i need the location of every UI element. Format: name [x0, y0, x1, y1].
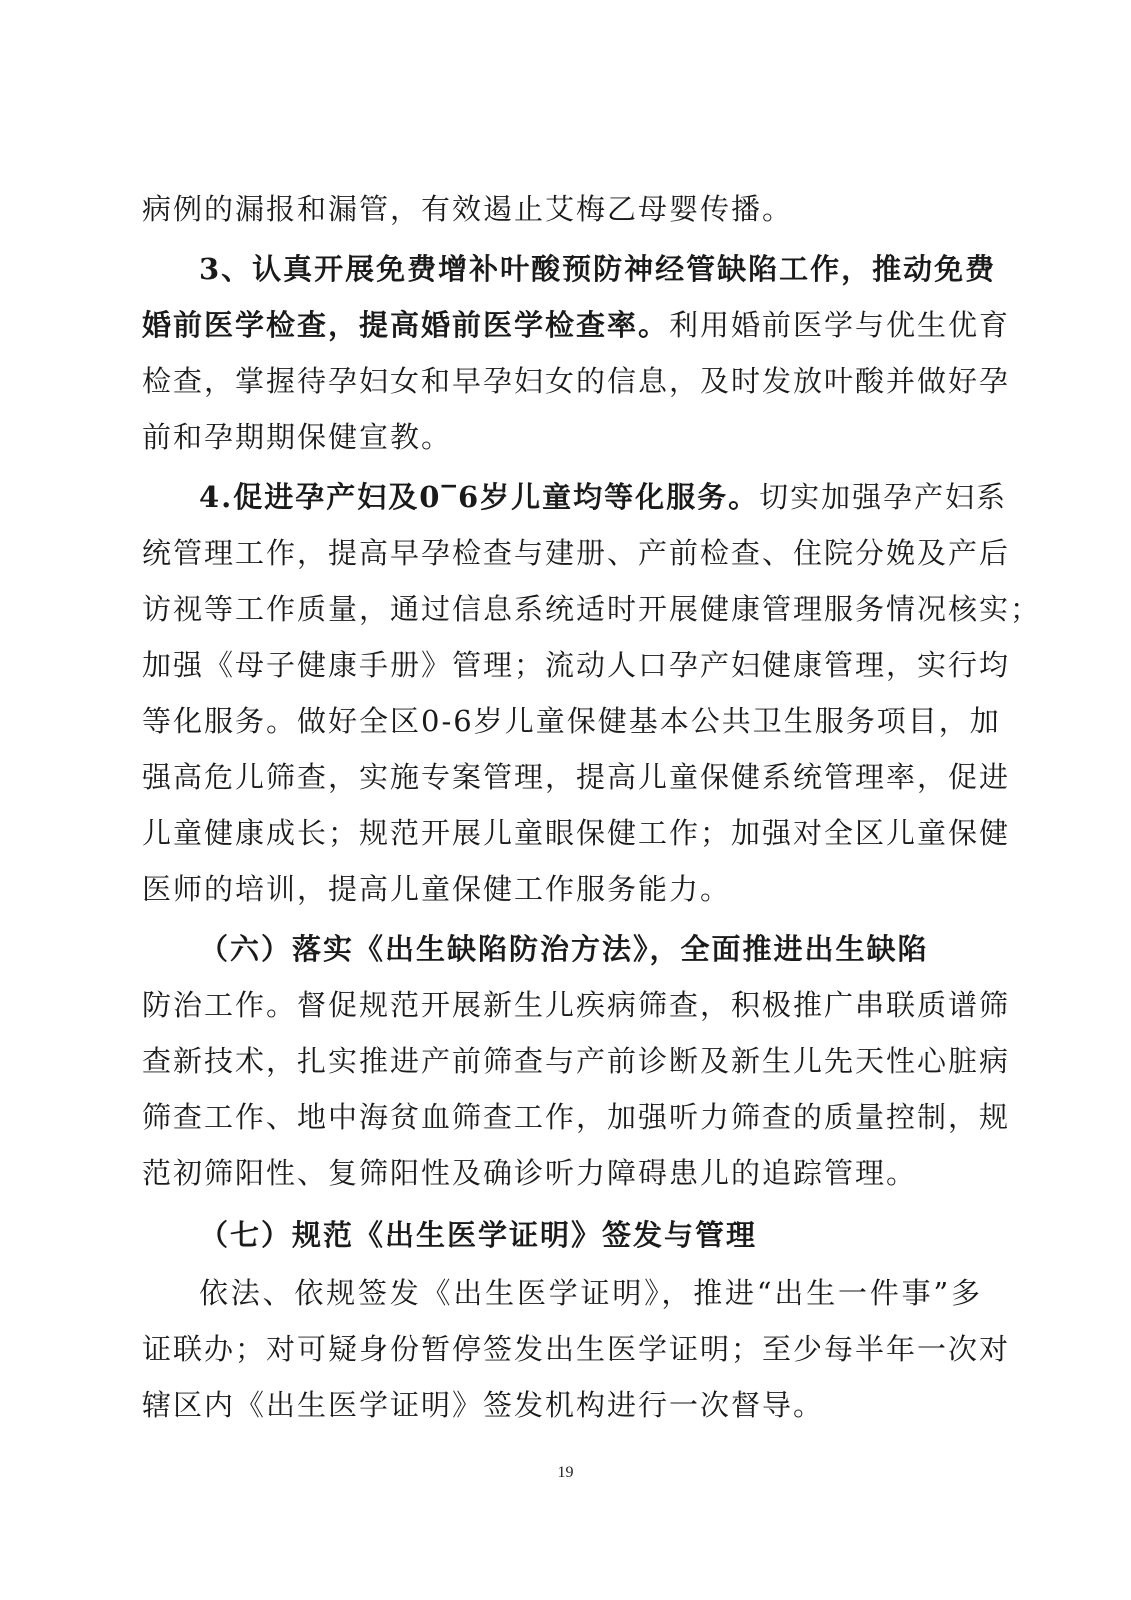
line-text: 前和孕期期保健宣教。 [142, 420, 453, 454]
line-text: 检查，掌握待孕妇女和早孕妇女的信息，及时发放叶酸并做好孕 [142, 364, 1011, 398]
text-line [142, 1321, 1011, 1377]
line-text: 统管理工作，提高早孕检查与建册、产前检查、住院分娩及产后 [142, 536, 1011, 570]
text-line [142, 637, 1011, 693]
heading-item-3 [199, 241, 997, 297]
line-bold: （六）落实《出生缺陷防治方法》，全面推进出生缺陷 [199, 932, 929, 966]
text-line [142, 977, 1011, 1033]
line-text: 证联办；对可疑身份暂停签发出生医学证明；至少每半年一次对 [142, 1332, 1011, 1366]
line-text: 儿童健康成长；规范开展儿童眼保健工作；加强对全区儿童保健 [142, 816, 1011, 850]
line-text: 利用婚前医学与优生优育 [669, 308, 1011, 342]
line-text: 辖区内《出生医学证明》签发机构进行一次督导。 [142, 1388, 825, 1422]
text-line [142, 525, 1011, 581]
section-heading-6 [199, 921, 982, 977]
text-line [142, 353, 1011, 409]
text-line [142, 181, 982, 237]
text-line [142, 1089, 1011, 1145]
text-line [142, 409, 982, 465]
line-text: 医师的培训，提高儿童保健工作服务能力。 [142, 872, 732, 906]
line-text: 查新技术，扎实推进产前筛查与产前诊断及新生儿先天性心脏病 [142, 1044, 1011, 1078]
text-line [142, 861, 982, 917]
text-line [199, 1265, 982, 1321]
line-text: 防治工作。督促规范开展新生儿疾病筛查，积极推广串联质谱筛 [142, 988, 1011, 1022]
line-bold: 4.促进孕产妇及0‾6岁儿童均等化服务。 [199, 480, 760, 514]
text-line [142, 805, 1011, 861]
heading-item-4 [199, 469, 1008, 525]
text-line [142, 693, 1001, 749]
line-text: 强高危儿筛查，实施专案管理，提高儿童保健系统管理率，促进 [142, 760, 1011, 794]
text-line [142, 1033, 1011, 1089]
line-bold: （七）规范《出生医学证明》签发与管理 [199, 1218, 758, 1252]
line-text: 依法、依规签发《出生医学证明》，推进“出生一件事”多 [199, 1276, 982, 1310]
line-text: 病例的漏报和漏管，有效遏止艾梅乙母婴传播。 [142, 192, 794, 226]
line-bold: 婚前医学检查，提高婚前医学检查率。 [142, 308, 670, 342]
line-text: 等化服务。做好全区0-6岁儿童保健基本公共卫生服务项目，加 [142, 704, 1001, 738]
page-number: 19 [557, 1464, 574, 1481]
line-text: 筛查工作、地中海贫血筛查工作，加强听力筛查的质量控制，规 [142, 1100, 1011, 1134]
text-line [142, 749, 1011, 805]
line-text: 加强《母子健康手册》管理；流动人口孕产妇健康管理，实行均 [142, 648, 1011, 682]
text-line [142, 581, 1042, 637]
line-text: 访视等工作质量，通过信息系统适时开展健康管理服务情况核实； [142, 592, 1042, 626]
text-line [142, 1377, 982, 1433]
line-bold: 3、认真开展免费增补叶酸预防神经管缺陷工作，推动免费 [199, 252, 997, 286]
section-heading-7 [199, 1207, 982, 1263]
text-line [142, 297, 1011, 353]
text-line [142, 1145, 982, 1201]
line-text: 范初筛阳性、复筛阳性及确诊听力障碍患儿的追踪管理。 [142, 1156, 918, 1190]
line-text: 切实加强孕产妇系 [759, 480, 1008, 514]
